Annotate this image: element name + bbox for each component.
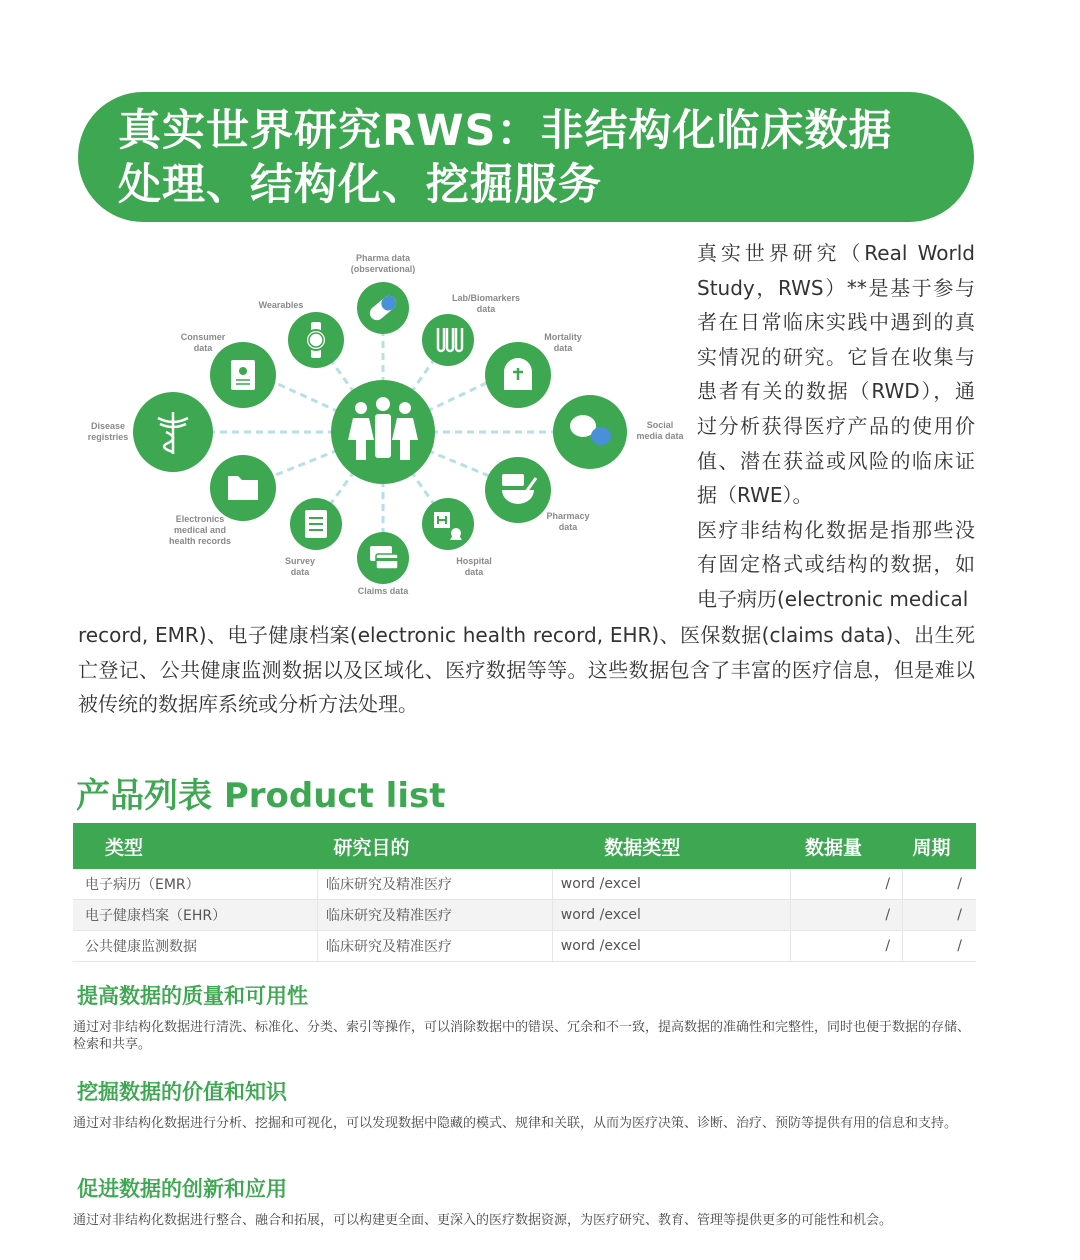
svg-text:Electronics: Electronics: [175, 514, 225, 524]
svg-text:data: data: [558, 522, 578, 532]
benefit-title-innovation: 促进数据的创新和应用: [77, 1177, 287, 1201]
svg-text:Pharmacy: Pharmacy: [546, 511, 590, 521]
title-line-1: 真实世界研究RWS：非结构化临床数据: [118, 106, 893, 156]
svg-text:Social: Social: [646, 420, 674, 430]
header-data-type: 数据类型: [552, 823, 791, 869]
badge-icon: [231, 360, 255, 390]
node-disease: [88, 392, 213, 472]
cell-type: 公共健康监测数据: [73, 931, 317, 962]
intro-paragraph-2: 医疗非结构化数据是指那些没有固定格式或结构的数据，如电子病历(electronic medical: [697, 517, 975, 611]
svg-text:(observational): (observational): [350, 264, 416, 274]
cell-volume: /: [791, 931, 903, 962]
table-row: [73, 931, 976, 962]
svg-text:Disease: Disease: [90, 421, 126, 431]
benefit-title-value: 挖掘数据的价值和知识: [77, 1080, 287, 1104]
table-row: [73, 900, 976, 931]
cell-period: /: [903, 931, 976, 962]
svg-text:Consumer: Consumer: [180, 332, 226, 342]
benefit-text-quality: 通过对非结构化数据进行清洗、标准化、分类、索引等操作，可以消除数据中的错误、冗余和不一致，提高数据的准确性和完整性，同时也便于数据的存储、检索和共享。: [73, 1020, 971, 1052]
cell-type: 电子健康档案（EHR）: [73, 900, 317, 931]
node-pharma: [351, 253, 416, 334]
svg-text:data: data: [464, 567, 484, 577]
svg-text:data: data: [193, 343, 213, 353]
node-social: [553, 395, 684, 469]
cell-period: /: [903, 869, 976, 900]
svg-text:Lab/Biomarkers: Lab/Biomarkers: [451, 293, 521, 303]
title-line-2: 处理、结构化、挖掘服务: [118, 160, 602, 210]
node-hospital: [422, 498, 492, 577]
intro-side-text: [697, 236, 975, 617]
cell-data-type: word /excel: [552, 931, 791, 962]
benefit-text-innovation: 通过对非结构化数据进行整合、融合和拓展，可以构建更全面、更深入的医疗数据资源，为医疗研究、教育、管理等提供更多的可能性和机会。: [73, 1213, 893, 1228]
svg-text:Mortality: Mortality: [544, 332, 582, 342]
people-icon: [348, 397, 418, 460]
svg-text:medical and: medical and: [173, 525, 227, 535]
intro-paragraph-1: 真实世界研究（Real World Study，RWS）**是基于参与者在日常临床实践中遇到的真实情况的研究。它旨在收集与患者有关的数据（RWD），通过分析获得医疗产品的使用价值、潜在获益或风险的临床证据（RWE）。: [697, 241, 975, 508]
svg-text:data: data: [290, 567, 310, 577]
svg-text:Hospital: Hospital: [456, 556, 492, 566]
product-list-title: 产品列表 Product list: [76, 776, 446, 816]
cell-purpose: 临床研究及精准医疗: [317, 931, 552, 962]
svg-text:Wearables: Wearables: [258, 300, 304, 310]
cell-purpose: 临床研究及精准医疗: [317, 900, 552, 931]
center-node: [331, 380, 435, 484]
svg-text:Pharma data: Pharma data: [355, 253, 411, 263]
node-claims: [357, 532, 409, 596]
cell-data-type: word /excel: [552, 900, 791, 931]
title-banner: [78, 92, 974, 222]
header-period: 周期: [903, 823, 976, 869]
header-purpose: 研究目的: [317, 823, 552, 869]
node-wearables: [259, 300, 344, 368]
benefit-title-quality: 提高数据的质量和可用性: [77, 984, 308, 1008]
svg-text:data: data: [476, 304, 496, 314]
product-table: [73, 823, 976, 962]
cell-period: /: [903, 900, 976, 931]
svg-text:health records: health records: [168, 536, 232, 546]
benefit-text-value: 通过对非结构化数据进行分析、挖掘和可视化，可以发现数据中隐藏的模式、规律和关联，从而为医疗决策、诊断、治疗、预防等提供有用的信息和支持。: [73, 1116, 958, 1131]
node-consumer: [181, 332, 276, 408]
cell-data-type: word /excel: [552, 869, 791, 900]
cell-purpose: 临床研究及精准医疗: [317, 869, 552, 900]
cell-volume: /: [791, 900, 903, 931]
clipboard-icon: [305, 510, 327, 538]
svg-text:registries: registries: [87, 432, 129, 442]
cell-type: 电子病历（EMR）: [73, 869, 317, 900]
svg-text:Claims data: Claims data: [357, 586, 409, 596]
cell-volume: /: [791, 869, 903, 900]
table-row: [73, 869, 976, 900]
header-volume: 数据量: [791, 823, 903, 869]
svg-text:data: data: [553, 343, 573, 353]
svg-text:media data: media data: [636, 431, 684, 441]
node-survey: [285, 498, 342, 577]
table-header-row: [73, 823, 976, 869]
header-type: 类型: [73, 823, 317, 869]
node-mortality: [485, 332, 582, 408]
svg-text:Survey: Survey: [284, 556, 316, 566]
rwd-sources-diagram: [78, 240, 688, 610]
intro-paragraph-continued: record, EMR)、电子健康档案(electronic health record, EHR)、医保数据(claims data)、出生死亡登记、公共健康监测数据以及区域化、医疗数据等等。这些数据包含了丰富的医疗信息，但是难以被传统的数据库系统或分析方法处理。: [78, 623, 975, 717]
node-pharmacy: [485, 457, 590, 532]
page-title: [118, 104, 934, 212]
